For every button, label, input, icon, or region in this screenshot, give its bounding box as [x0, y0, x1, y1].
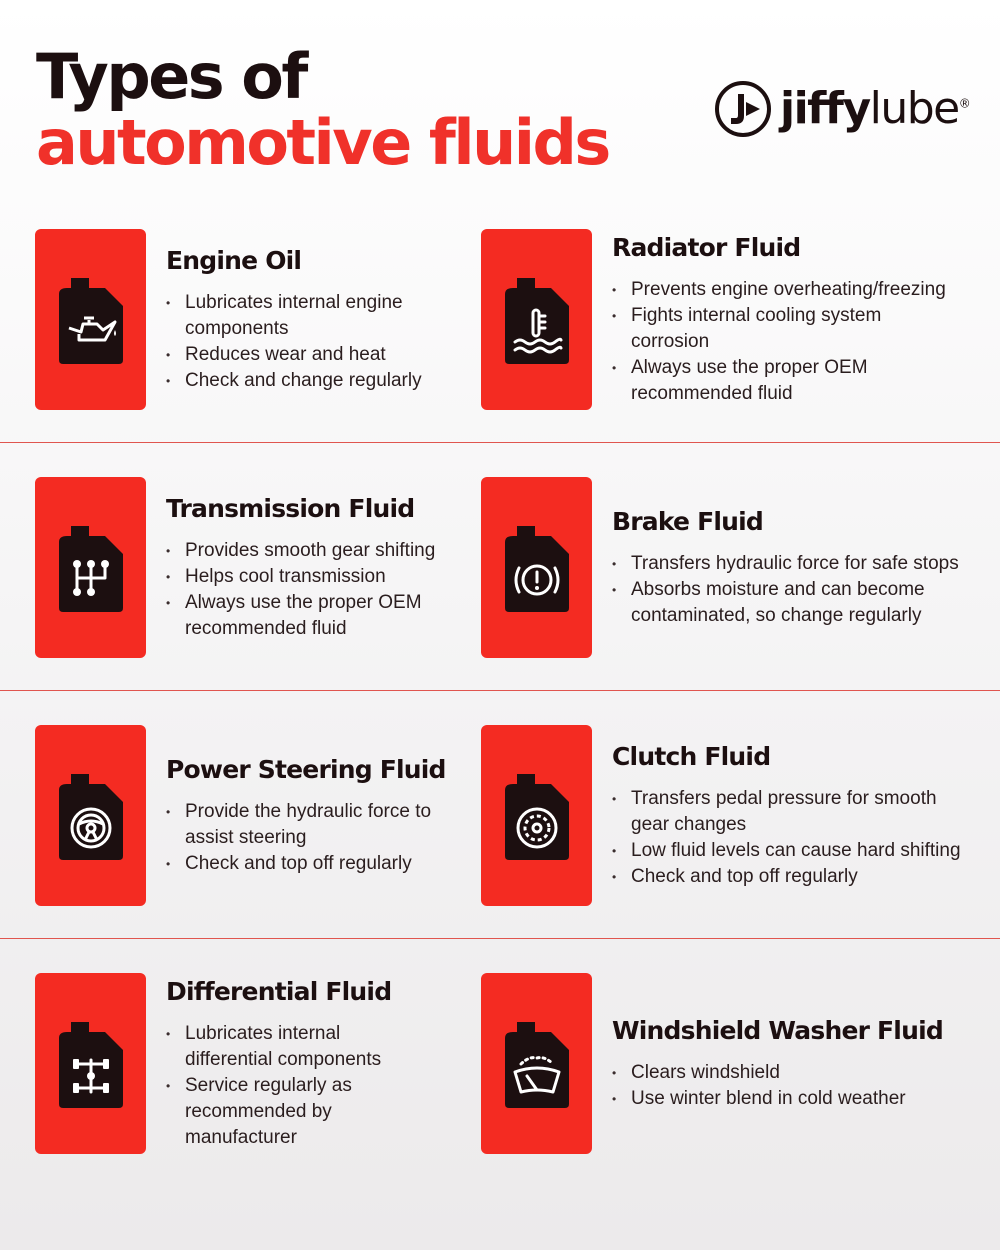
- bullet-item: • Transfers hydraulic force for safe stops: [612, 551, 961, 577]
- jiffy-lube-mark-icon: [714, 80, 772, 138]
- fluid-icon-box: [481, 229, 592, 410]
- fluid-icon-box: [481, 973, 592, 1154]
- row-divider: [0, 938, 1000, 939]
- fluid-card-engine-oil: [35, 229, 437, 410]
- oil-can-icon: [55, 272, 127, 368]
- fluid-bullets: [612, 1060, 943, 1112]
- fluid-card-differential: [35, 973, 425, 1154]
- fluid-icon-box: [481, 477, 592, 658]
- bullet-item: • Fights internal cooling system corrosion: [612, 303, 921, 355]
- bullet-item: • Lubricates internal engine components: [166, 290, 437, 342]
- fluid-text: [612, 742, 961, 890]
- fluid-text: [612, 507, 961, 629]
- fluid-bullets: [612, 786, 961, 890]
- brand-registered: ®: [958, 96, 970, 111]
- gear-shift-icon: [55, 520, 127, 616]
- fluid-title: Radiator Fluid: [612, 232, 801, 262]
- brand-logo: [714, 80, 969, 138]
- fluid-icon-box: [35, 229, 146, 410]
- page-title: [36, 40, 609, 179]
- fluid-icon-box: [481, 725, 592, 906]
- fluid-bullets: [612, 551, 961, 629]
- fluid-title: Windshield Washer Fluid: [612, 1015, 943, 1045]
- fluid-card-radiator: [481, 229, 946, 410]
- bullet-item: • Check and top off regularly: [612, 864, 961, 890]
- fluid-card-windshield-washer: [481, 973, 943, 1154]
- fluid-title: Clutch Fluid: [612, 741, 771, 771]
- fluid-text: [166, 755, 455, 877]
- bullet-item: • Low fluid levels can cause hard shifting: [612, 838, 961, 864]
- row-divider: [0, 442, 1000, 443]
- fluid-card-clutch: [481, 725, 961, 906]
- title-line-2: automotive fluids: [36, 106, 609, 179]
- bullet-item: • Helps cool transmission: [166, 564, 455, 590]
- fluid-card-brake: [481, 477, 961, 658]
- fluid-text: [612, 233, 946, 407]
- bullet-item: • Always use the proper OEM recommended fluid: [612, 355, 901, 407]
- fluid-title: Brake Fluid: [612, 506, 763, 536]
- fluid-text: [166, 977, 425, 1151]
- fluid-bullets: [166, 1021, 425, 1151]
- fluid-icon-box: [35, 973, 146, 1154]
- bullet-item: • Transfers pedal pressure for smooth gear changes: [612, 786, 961, 838]
- clutch-disc-icon: [501, 768, 573, 864]
- bullet-item: • Provides smooth gear shifting: [166, 538, 455, 564]
- bullet-item: • Clears windshield: [612, 1060, 943, 1086]
- windshield-washer-icon: [501, 1016, 573, 1112]
- fluid-title: Transmission Fluid: [166, 493, 415, 523]
- bullet-item: • Always use the proper OEM recommended fluid: [166, 590, 455, 642]
- brand-bold: jiffy: [780, 83, 870, 134]
- fluid-bullets: [166, 538, 455, 642]
- fluid-card-transmission: [35, 477, 455, 658]
- fluid-icon-box: [35, 725, 146, 906]
- fluid-bullets: [166, 799, 455, 877]
- brake-warning-icon: [501, 520, 573, 616]
- fluid-title: Power Steering Fluid: [166, 754, 446, 784]
- bullet-item: • Use winter blend in cold weather: [612, 1086, 943, 1112]
- fluid-title: Differential Fluid: [166, 976, 392, 1006]
- bullet-item: • Check and change regularly: [166, 368, 437, 394]
- bullet-item: • Absorbs moisture and can become contaminated, so change regularly: [612, 577, 961, 629]
- bullet-item: • Reduces wear and heat: [166, 342, 437, 368]
- row-divider: [0, 690, 1000, 691]
- bullet-item: • Prevents engine overheating/freezing: [612, 277, 946, 303]
- differential-axle-icon: [55, 1016, 127, 1112]
- fluid-text: [166, 494, 455, 642]
- fluid-title: Engine Oil: [166, 245, 302, 275]
- fluid-text: [612, 1016, 943, 1112]
- title-line-1: Types of: [36, 40, 306, 113]
- bullet-item: • Service regularly as recommended by manufacturer: [166, 1073, 385, 1151]
- bullet-item: • Provide the hydraulic force to assist steering: [166, 799, 455, 851]
- brand-wordmark: [780, 83, 970, 134]
- fluid-icon-box: [35, 477, 146, 658]
- bullet-item: • Lubricates internal differential components: [166, 1021, 425, 1073]
- fluid-text: [166, 246, 437, 394]
- steering-wheel-icon: [55, 768, 127, 864]
- coolant-temperature-icon: [501, 272, 573, 368]
- bullet-item: • Check and top off regularly: [166, 851, 455, 877]
- fluid-bullets: [612, 277, 946, 407]
- fluid-card-power-steering: [35, 725, 455, 906]
- brand-light: lube: [869, 83, 959, 134]
- fluid-bullets: [166, 290, 437, 394]
